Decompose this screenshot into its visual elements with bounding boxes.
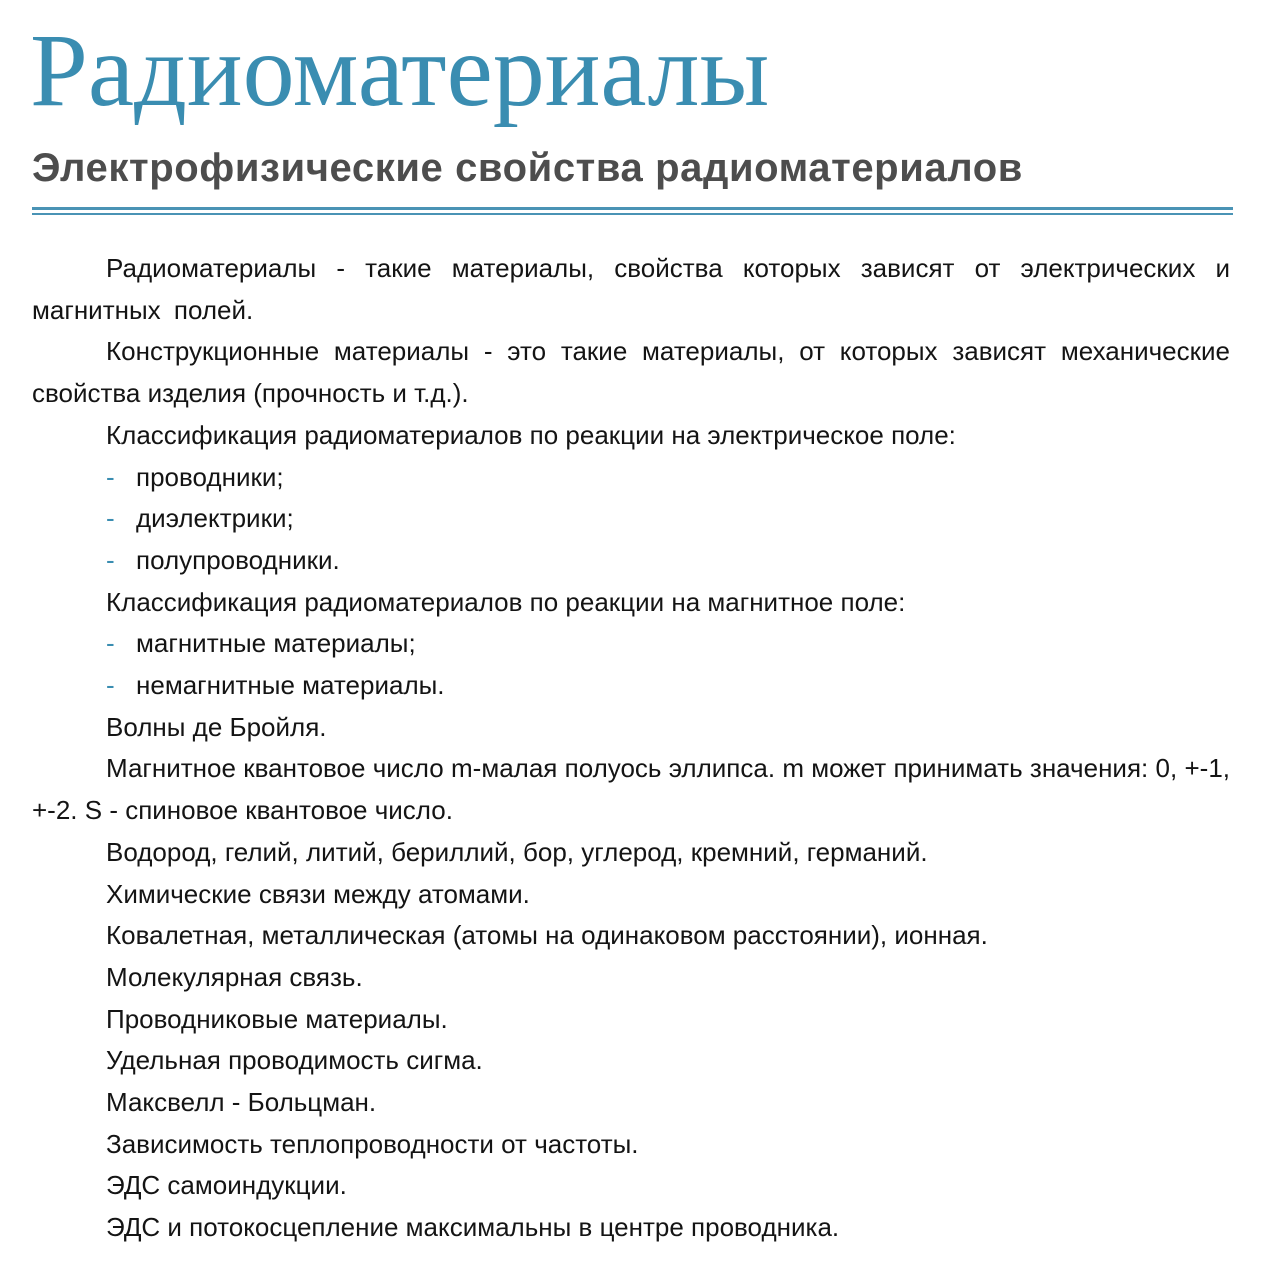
dash-bullet: - xyxy=(106,461,115,492)
list-item-label: магнитные материалы; xyxy=(136,628,416,659)
paragraph-thermal: Зависимость теплопроводности от частоты. xyxy=(106,1128,639,1159)
paragraph-maxwell: Максвелл - Больцман. xyxy=(106,1087,377,1118)
list-item-magnetic-1 xyxy=(32,623,1230,665)
paragraph-conductor-materials: Проводниковые материалы. xyxy=(106,1003,448,1034)
paragraph-conductivity: Удельная проводимость сигма. xyxy=(106,1045,483,1076)
list-item-label: диэлектрики; xyxy=(136,503,294,534)
list-item-electric-2 xyxy=(32,498,1230,540)
paragraph-construction: Конструкционные материалы - это такие материалы, от которых зависят механические свойства изделия (прочность и т.д.). xyxy=(32,336,1230,409)
list-item-label: немагнитные материалы. xyxy=(136,670,445,701)
dash-bullet: - xyxy=(106,628,115,659)
paragraph-self-induction: ЭДС самоиндукции. xyxy=(106,1170,347,1201)
paragraph-class-magnetic: Классификация радиоматериалов по реакции на магнитное поле: xyxy=(106,586,906,617)
dash-bullet: - xyxy=(106,544,115,575)
paragraph-de-broglie: Волны де Бройля. xyxy=(106,711,327,742)
list-item-electric-1 xyxy=(32,457,1230,499)
paragraph-flux-linkage: ЭДС и потокосцепление максимальны в центре проводника. xyxy=(106,1212,840,1243)
page-title: Радиоматериалы xyxy=(30,13,770,128)
paragraph-elements: Водород, гелий, литий, бериллий, бор, углерод, кремний, германий. xyxy=(106,836,928,867)
dash-bullet: - xyxy=(106,503,115,534)
document-body xyxy=(32,248,1230,1249)
paragraph-class-electric: Классификация радиоматериалов по реакции на электрическое поле: xyxy=(106,419,956,450)
list-item-magnetic-2 xyxy=(32,665,1230,707)
list-item-label: полупроводники. xyxy=(136,544,340,575)
list-item-electric-3 xyxy=(32,540,1230,582)
paragraph-magnetic-quantum: Магнитное квантовое число m-малая полуось эллипса. m может принимать значения: 0, +-1, +-2. S - спиновое квантовое число. xyxy=(32,753,1230,826)
list-item-label: проводники; xyxy=(136,461,284,492)
paragraph-molecular-bond: Молекулярная связь. xyxy=(106,961,363,992)
header-divider-bottom xyxy=(32,213,1233,215)
paragraph-definition: Радиоматериалы - такие материалы, свойства которых зависят от электрических и магнитных полей. xyxy=(32,253,1230,325)
page-subtitle: Электрофизические свойства радиоматериалов xyxy=(32,146,1023,190)
paragraph-chemical-bonds: Химические связи между атомами. xyxy=(106,878,530,909)
paragraph-bond-types: Ковалетная, металлическая (атомы на одинаковом расстоянии), ионная. xyxy=(106,920,988,951)
dash-bullet: - xyxy=(106,670,115,701)
header-divider-top xyxy=(32,207,1233,210)
